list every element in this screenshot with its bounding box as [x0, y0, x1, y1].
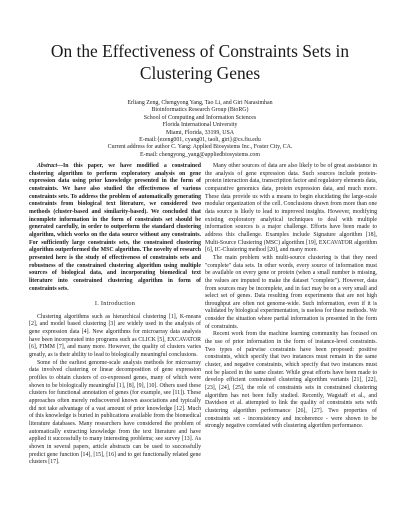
- paper-title: On the Effectiveness of Constraints Sets in Clustering Genes: [50, 41, 350, 83]
- left-column: [29, 163, 201, 467]
- abstract-lead: Abstract: [37, 163, 58, 169]
- paragraph: Clustering algorithms such as hierarchical clustering [1], K-means [2], and model based clustering [3] are widely used in the analysis of gene expression data [4]. New algorithms for microarray data analysis have been incorporated into programs such as CLICK [5], EXCAVATOR [6], FIMM [7], and many more. However, the quality of clusters varies greatly, as is their ability to lead to biologically meaningful conclusions.: [29, 313, 201, 359]
- right-column: [205, 163, 377, 431]
- abstract-text: —In this paper, we have modified a constrained clustering algorithm to perform exploratory analysis on gene expression data using prior knowledge presented in the form of constraints. We have also studied the effectiveness of various constraints sets. To address the problem of automatically generating constraints from biological text literature, we considered two methods (cluster-based and similarity-based). We concluded that incomplete information in the form of constraints set should be generated carefully, in order to outperform the standard clustering algorithm, which works on the data source without any constraints. For sufficiently large constraints sets, the constrained clustering algorithm outperformed the MSC algorithm. The novelty of research presented here is the study of effectiveness of constraints sets and robustness of the constrained clustering algorithm using multiple sources of biological data, and incorporating biomedical text literature into constrained clustering algorithm in form of constraints sets.: [29, 163, 201, 292]
- university: Florida International University: [162, 122, 238, 129]
- paragraph: Some of the earliest genome-scale analysis methods for microarray data involved clustering or linear decomposition of gene expression profiles to obtain clusters of co-expressed genes, many of which were shown to be biologically meaningful [1], [8], [9], [10]. Others used these clusters for functional annotation of genes (for example, see [11]). These approaches often merely rediscovered known associations and typically did not take advantage of a vast amount of prior knowledge [12]. Much of this knowledge is buried in publications available from the biomedical literature databases. Many researchers have considered the problem of automatically extracting knowledge from the text literature and have applied it successfully to many interesting problems; see survey [13]. As shown in several papers, article abstracts can be used to successfully predict gene function [14], [15], [16] and to get functionally related gene clusters [17].: [29, 359, 201, 466]
- section-heading-introduction: I. Introduction: [94, 300, 136, 308]
- paragraph: Many other sources of data are also likely to be of great assistance in the analysis of gene expression data. Such sources include protein-protein interaction data, transcription factor and regulatory elements data, comparative genomics data, protein expression data, and much more. These data provide us with a means to begin elucidating the large-scale modular organization of the cell. Conclusions drawn from more than one data source is likely to lead to improved insights. However, modifying existing exploratory analytical techniques to deal with multiple information sources is a major challenge. Efforts have been made to address this challenge. Examples include Signature algorithm [18], Multi-Source Clustering (MSC) algorithm [19], EXCAVATOR algorithm [6], IC-Clustering method [20], and many more.: [205, 163, 377, 254]
- current-address: Current address for author C. Yang: Applied Biosystems Inc., Foster City, CA.: [107, 144, 293, 151]
- author-email: E-mail:{ezeng001, cyang01, taoli, giri}@cs.fiu.edu: [139, 137, 261, 144]
- author-names: Erliang Zeng, Chengyong Yang, Tao Li, and Giri Narasimhan: [127, 100, 273, 106]
- author-block: [40, 100, 360, 159]
- paragraph: The main problem with multi-source clustering is that they need "complete" data sets. In other words, every source of information must be available on every gene or protein (when a small number is missing, the values are imputed to make the dataset "complete"). However, data from sources may be incomplete, and in fact may be on a very small and select set of genes. Data resulting from experiments that are not high throughput are often not genome-wide. Such information, even if it is validated by biological experimentation, is useless for these methods. We consider the situation where partial information is presented in the form of constraints.: [205, 254, 377, 330]
- author-email-2: E-mail: chengyong_yang@appliedbiosystems.com: [140, 151, 260, 158]
- paragraph: Recent work from the machine learning community has focused on the use of prior information in the form of instance-level constraints. Two types of pairwise constraints have been proposed: positive constraints, which specify that two instances must remain in the same cluster, and negative constraints, which specify that two instances must not be placed in the same cluster. While great efforts have been made to develop efficient constrained clustering algorithm variants [21], [22], [23], [24], [25], the role of constraints sets in constrained clustering algorithm has not been fully studied. Recently, Wagstaff et al., and Davidson et al. attempted to link the quality of constraints sets with clustering algorithm performance [26], [27]. Two properties of constraints set - inconsistency and incoherence - were shown to be strongly negative correlated with clustering algorithm performance.: [205, 331, 377, 430]
- research-group: Bioinformatics Research Group (BioRG): [151, 107, 249, 114]
- school: School of Computing and Information Sciences: [143, 114, 257, 121]
- city: Miami, Florida, 33199, USA: [165, 129, 235, 136]
- abstract: [29, 163, 201, 293]
